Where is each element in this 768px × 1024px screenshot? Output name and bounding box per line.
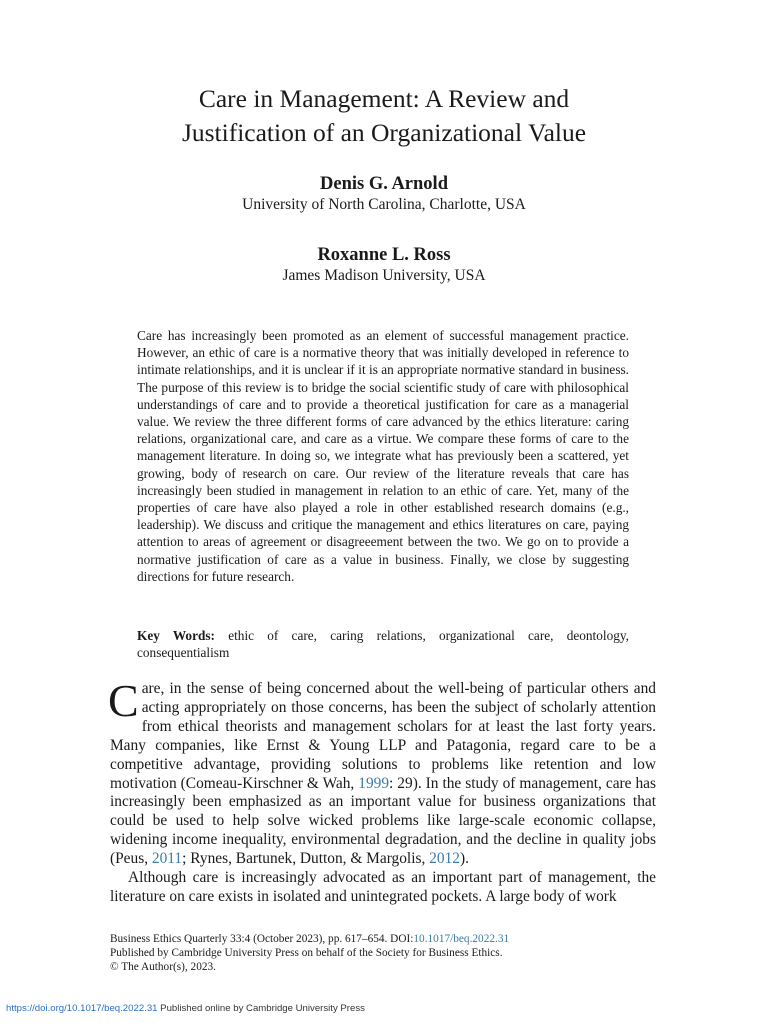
publisher-line: Published by Cambridge University Press on behalf of the Society for Business Ethics. xyxy=(110,947,503,960)
body-paragraph-1 xyxy=(108,675,657,869)
doi-link[interactable]: 10.1017/beq.2022.31 xyxy=(413,933,510,945)
body-text-run: ; Rynes, Bartunek, Dutton, & Margolis, xyxy=(182,850,430,868)
published-online-text: Published online by Cambridge University Press xyxy=(157,1003,365,1014)
citation-link-2011[interactable]: 2011 xyxy=(151,850,183,868)
author-affiliation: University of North Carolina, Charlotte, USA xyxy=(242,196,526,213)
keywords-label: Key Words: xyxy=(137,628,215,643)
keywords-text: ethic of care, caring relations, organizational care, deontology, consequentialism xyxy=(137,628,629,661)
copyright-line: © The Author(s), 2023. xyxy=(110,961,216,974)
journal-line xyxy=(110,932,670,946)
title-line-2: Justification of an Organizational Value xyxy=(181,118,587,147)
author-name: Roxanne L. Ross xyxy=(317,245,451,265)
author-block-2 xyxy=(0,244,768,286)
body-text-run: ). xyxy=(459,850,469,868)
paper-title xyxy=(60,82,708,150)
body-text-run: : 29). In the study of management, care has increasingly been emphasized as an important value for business organizations that could be used to help solve wicked problems like large-scale economic collapse, widening income inequality, environmental degradation, and the decline in quality jobs (Peus, xyxy=(110,774,657,868)
keywords xyxy=(137,627,629,661)
body-paragraph-2: Although care is increasingly advocated as an important part of management, the literature on care exists in isolated and unintegrated pockets. A large body of work xyxy=(110,869,656,905)
citation-footer xyxy=(110,932,670,975)
citation-link-2012[interactable]: 2012 xyxy=(429,850,460,868)
author-name: Denis G. Arnold xyxy=(320,174,448,194)
author-affiliation: James Madison University, USA xyxy=(282,267,486,284)
citation-link-1999[interactable]: 1999 xyxy=(358,774,390,792)
body-text xyxy=(108,675,657,907)
body-text-run: are, in the sense of being concerned about the well-being of particular others and acting appropriately on those concerns, has been the subject of scholarly attention from ethical theorists and management scholars for at least the last forty years. Many companies, like Ernst & Young LLP and Patagonia, regard care to be a competitive advantage, providing solutions to problems like retention and low motivation (Comeau-Kirschner & Wah, xyxy=(110,680,656,792)
doi-url-link[interactable]: https://doi.org/10.1017/beq.2022.31 xyxy=(6,1003,158,1014)
journal-info: Business Ethics Quarterly 33:4 (October 2023), pp. 617–654. DOI: xyxy=(110,933,414,945)
author-block-1 xyxy=(0,173,768,215)
drop-cap: C xyxy=(108,675,139,726)
title-line-1: Care in Management: A Review and xyxy=(198,84,570,113)
abstract: Care has increasingly been promoted as an element of successful management practice. However, an ethic of care is a normative theory that was initially developed in reference to intimate relationships, and it is unclear if it is an appropriate normative standard in business. The purpose of this review is to bridge the social scientific study of care with philosophical understandings of care and to provide a theoretical justification for care as a managerial value. We review the three different forms of care advanced by the ethics literature: caring relations, organizational care, and care as a virtue. We compare these forms of care to the management literature. In doing so, we integrate what has previously been a scattered, yet growing, body of research on care. Our review of the literature reveals that care has increasingly been studied in management in relation to an ethic of care. Yet, many of the properties of care have also played a role in other established research domains (e.g., leadership). We discuss and critique the management and ethics literatures on care, paying attention to areas of agreement or disagreeement between the two. We go on to provide a normative justification of care as a value in business. Finally, we close by suggesting directions for future research. xyxy=(137,328,629,584)
download-strip xyxy=(6,1003,365,1015)
